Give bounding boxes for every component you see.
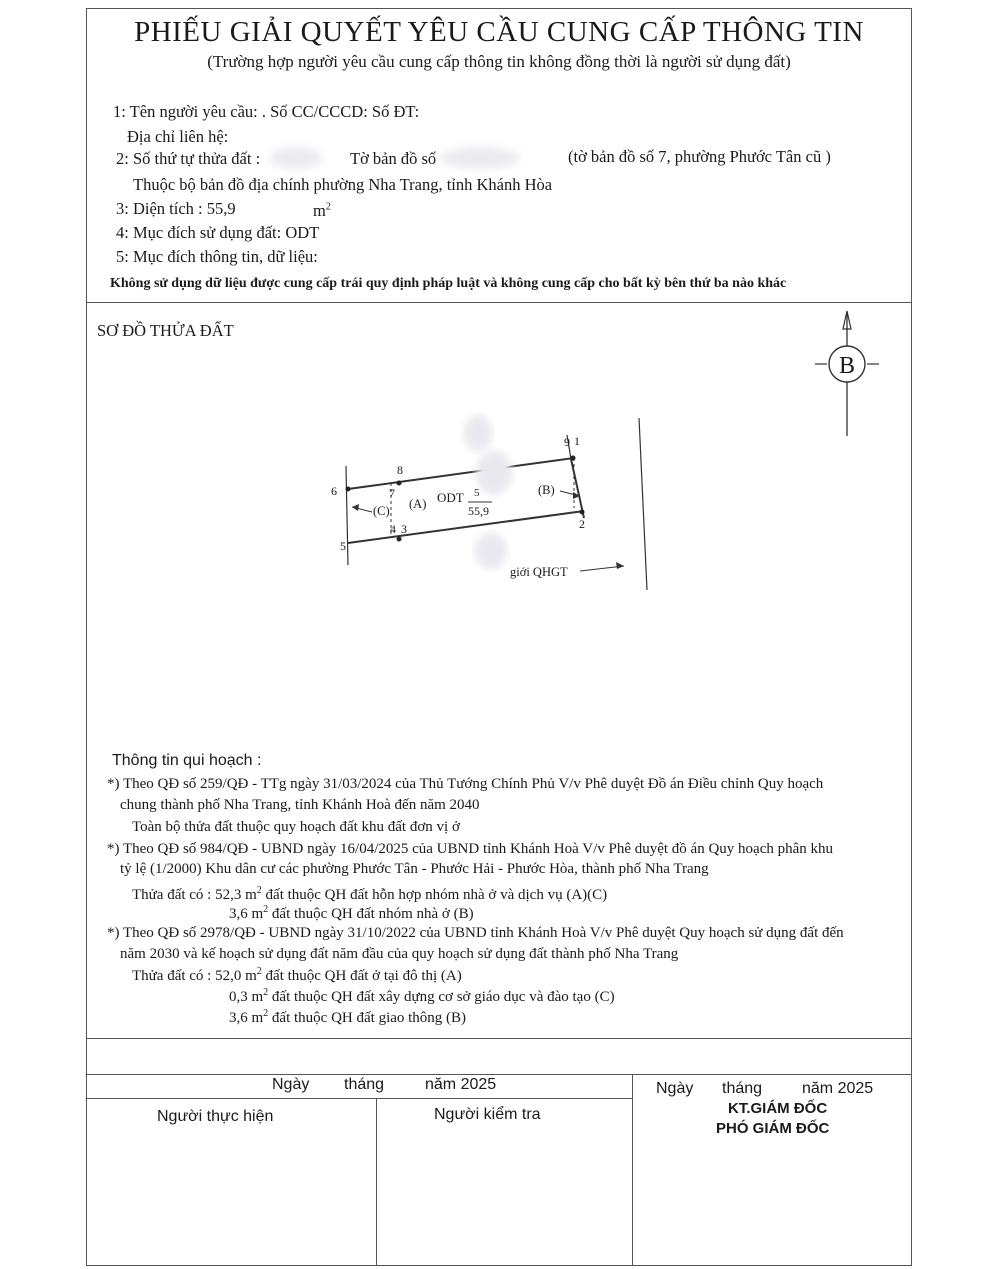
planning-line: 3,6 $m^2$ đất thuộc QH đất nhóm nhà ở (B) — [229, 904, 474, 922]
old-map-sheet-note: (tờ bản đồ số 7, phường Phước Tân cũ ) — [568, 147, 831, 166]
sign-date-month: tháng — [344, 1076, 385, 1093]
redaction-blur — [476, 451, 512, 495]
map-sheet-line: Tờ bản đồ số — [350, 149, 437, 168]
redaction-blur — [475, 533, 507, 569]
performer-label: Người thực hiện — [157, 1108, 274, 1125]
point-label: 9 — [564, 435, 570, 449]
land-use-line: 4: Mục đích sử dụng đất: ODT — [116, 223, 320, 242]
vertex-point — [571, 456, 576, 461]
director-date-year: năm 2025 — [802, 1080, 874, 1097]
planning-line: Thửa đất có : 52,0 $m^2$ đất thuộc QH đất ở tại đô thị (A) — [132, 966, 462, 984]
zone-a-label: (A) — [409, 497, 427, 511]
planning-heading: Thông tin qui hoạch : — [112, 752, 262, 769]
requester-line: 1: Tên người yêu cầu: . Số CC/CCCD: Số ĐT: — [113, 102, 420, 121]
vertex-point — [346, 487, 351, 492]
info-purpose-line: 5: Mục đích thông tin, dữ liệu: — [116, 247, 318, 266]
document-title: PHIẾU GIẢI QUYẾT YÊU CẦU CUNG CẤP THÔNG TIN — [134, 16, 864, 48]
sign-date-day: Ngày — [272, 1076, 310, 1093]
table-divider — [86, 1074, 912, 1075]
table-divider — [86, 1098, 633, 1099]
document-subtitle: (Trường hợp người yêu cầu cung cấp thông tin không đồng thời là người sử dụng đất) — [207, 52, 791, 71]
table-column-divider — [376, 1098, 377, 1266]
point-label: 1 — [574, 434, 580, 448]
land-code-label: ODT — [437, 490, 464, 505]
point-label: 2 — [579, 517, 585, 531]
point-label: 7 — [389, 486, 395, 500]
road-edge-line — [639, 418, 647, 590]
planning-line: năm 2030 và kế hoạch sử dụng đất năm đầu của quy hoạch sử dụng đất thành phố Nha Trang — [120, 946, 679, 962]
planning-line: *) Theo QĐ số 2978/QĐ - UBND ngày 31/10/2022 của UBND tỉnh Khánh Hoà V/v Phê duyệt Quy hoạch sử dụng đất đến — [107, 925, 844, 941]
north-label: B — [838, 353, 856, 379]
left-boundary-line — [346, 466, 348, 565]
right-boundary-line — [571, 459, 584, 518]
zone-b-label: (B) — [538, 483, 555, 497]
redaction-blur — [464, 415, 492, 451]
table-column-divider — [632, 1074, 633, 1266]
point-label: 5 — [340, 539, 346, 553]
land-number: 5 — [474, 487, 480, 499]
sign-date-year: năm 2025 — [425, 1076, 497, 1093]
qhgt-boundary-label: giới QHGT — [510, 565, 568, 579]
checker-label: Người kiểm tra — [434, 1106, 541, 1123]
director-title: KT.GIÁM ĐỐC — [728, 1100, 828, 1117]
deputy-director-title: PHÓ GIÁM ĐỐC — [716, 1120, 830, 1137]
diagram-heading: SƠ ĐỒ THỬA ĐẤT — [97, 321, 234, 340]
planning-line: 3,6 $m^2$ đất thuộc QH đất giao thông (B) — [229, 1008, 467, 1026]
parcel-number-line: 2: Số thứ tự thửa đất : — [116, 149, 261, 168]
planning-line: Toàn bộ thửa đất thuộc quy hoạch đất khu đất đơn vị ở — [132, 819, 460, 835]
planning-line: tỷ lệ (1/2000) Khu dân cư các phường Phước Tân - Phước Hải - Phước Hòa, thành phố Nha Trang — [120, 861, 709, 877]
zone-c-arrowhead — [352, 504, 359, 511]
redaction-blur — [270, 148, 322, 168]
point-label: 4 — [390, 522, 396, 536]
planning-line: 0,3 $m^2$ đất thuộc QH đất xây dựng cơ sở giáo dục và đào tạo (C) — [229, 987, 615, 1005]
parcel-diagram — [86, 303, 912, 743]
vertex-point — [397, 481, 402, 486]
redaction-blur — [440, 148, 520, 168]
planning-line: *) Theo QĐ số 984/QĐ - UBND ngày 16/04/2025 của UBND tỉnh Khánh Hoà V/v Phê duyệt đồ án Quy hoạch phân khu — [107, 841, 834, 857]
usage-warning: Không sử dụng dữ liệu được cung cấp trái quy định pháp luật và không cung cấp cho bất kỳ bên thứ ba nào khác — [110, 276, 787, 291]
planning-line: Thửa đất có : 52,3 $m^2$ đất thuộc QH đất hỗn hợp nhóm nhà ở và dịch vụ (A)(C) — [132, 885, 608, 903]
zone-c-label: (C) — [373, 504, 390, 518]
director-date-day: Ngày — [656, 1080, 694, 1097]
address-line: Địa chỉ liên hệ: — [127, 127, 229, 146]
director-date-month: tháng — [722, 1080, 763, 1097]
vertex-point — [397, 537, 402, 542]
planning-line: *) Theo QĐ số 259/QĐ - TTg ngày 31/03/2024 của Thủ Tướng Chính Phủ V/v Phê duyệt Đồ án Điều chỉnh Quy hoạch — [107, 776, 824, 792]
point-label: 8 — [397, 463, 403, 477]
qhgt-arrowhead — [616, 562, 624, 569]
point-label: 3 — [401, 522, 407, 536]
land-area-label: 55,9 — [468, 504, 489, 518]
area-line: 3: Diện tích : 55,9 — [116, 199, 236, 218]
table-divider — [86, 1038, 912, 1039]
north-arrow-icon — [815, 311, 879, 436]
planning-line: chung thành phố Nha Trang, tỉnh Khánh Hoà đến năm 2040 — [120, 797, 480, 813]
area-unit: $m^2$ — [313, 201, 331, 220]
point-label: 6 — [331, 484, 337, 498]
cadastral-map-line: Thuộc bộ bản đồ địa chính phường Nha Trang, tỉnh Khánh Hòa — [133, 175, 553, 194]
vertex-point — [580, 510, 585, 515]
